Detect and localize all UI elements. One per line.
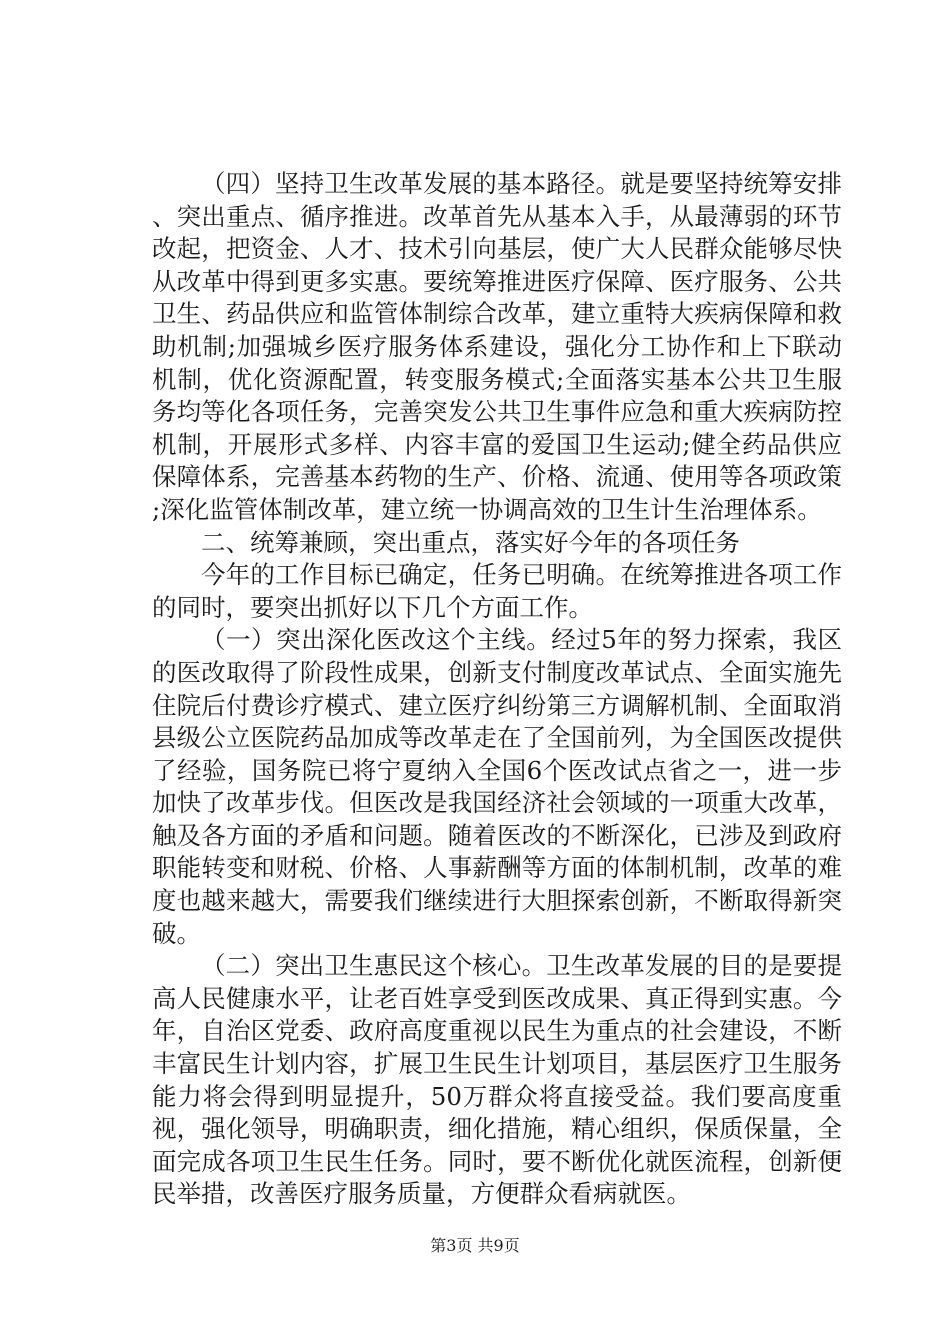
page-number-footer: 第3页 共9页 [430, 1236, 520, 1255]
document-body [152, 168, 842, 1211]
section-heading-two: 二、统筹兼顾，突出重点，落实好今年的各项任务 [201, 527, 740, 557]
paragraph-item-two: （二）突出卫生惠民这个核心。卫生改革发展的目的是要提高人民健康水平，让老百姓享受到医改成果、真正得到实惠。今年，自治区党委、政府高度重视以民生为重点的社会建设，不断丰富民生计划内容，扩展卫生民生计划项目，基层医疗卫生服务能力将会得到明显提升，50万群众将直接受益。我们要高度重视，强化领导，明确职责，细化措施，精心组织，保质保量，全面完成各项卫生民生任务。同时，要不断优化就医流程，创新便民举措，改善医疗服务质量，方便群众看病就医。 [152, 951, 842, 1209]
paragraph-intro: 今年的工作目标已确定，任务已明确。在统筹推进各项工作的同时，要突出抓好以下几个方面工作。 [152, 560, 842, 622]
paragraph-item-one: （一）突出深化医改这个主线。经过5年的努力探索，我区的医改取得了阶段性成果，创新支付制度改革试点、全面实施先住院后付费诊疗模式、建立医疗纠纷第三方调解机制、全面取消县级公立医院药品加成等改革走在了全国前列，为全国医改提供了经验，国务院已将宁夏纳入全国6个医改试点省之一，进一步加快了改革步伐。但医改是我国经济社会领域的一项重大改革，触及各方面的矛盾和问题。随着医改的不断深化，已涉及到政府职能转变和财税、价格、人事薪酬等方面的体制机制，改革的难度也越来越大，需要我们继续进行大胆探索创新，不断取得新突破。 [152, 625, 842, 948]
paragraph-section-four: （四）坚持卫生改革发展的基本路径。就是要坚持统筹安排、突出重点、循序推进。改革首先从基本入手，从最薄弱的环节改起，把资金、人才、技术引向基层，使广大人民群众能够尽快从改革中得到更多实惠。要统筹推进医疗保障、医疗服务、公共卫生、药品供应和监管体制综合改革，建立重特大疾病保障和救助机制;加强城乡医疗服务体系建设，强化分工协作和上下联动机制，优化资源配置，转变服务模式;全面落实基本公共卫生服务均等化各项任务，完善突发公共卫生事件应急和重大疾病防控机制，开展形式多样、内容丰富的爱国卫生运动;健全药品供应保障体系，完善基本药物的生产、价格、流通、使用等各项政策;深化监管体制改革，建立统一协调高效的卫生计生治理体系。 [152, 169, 842, 524]
